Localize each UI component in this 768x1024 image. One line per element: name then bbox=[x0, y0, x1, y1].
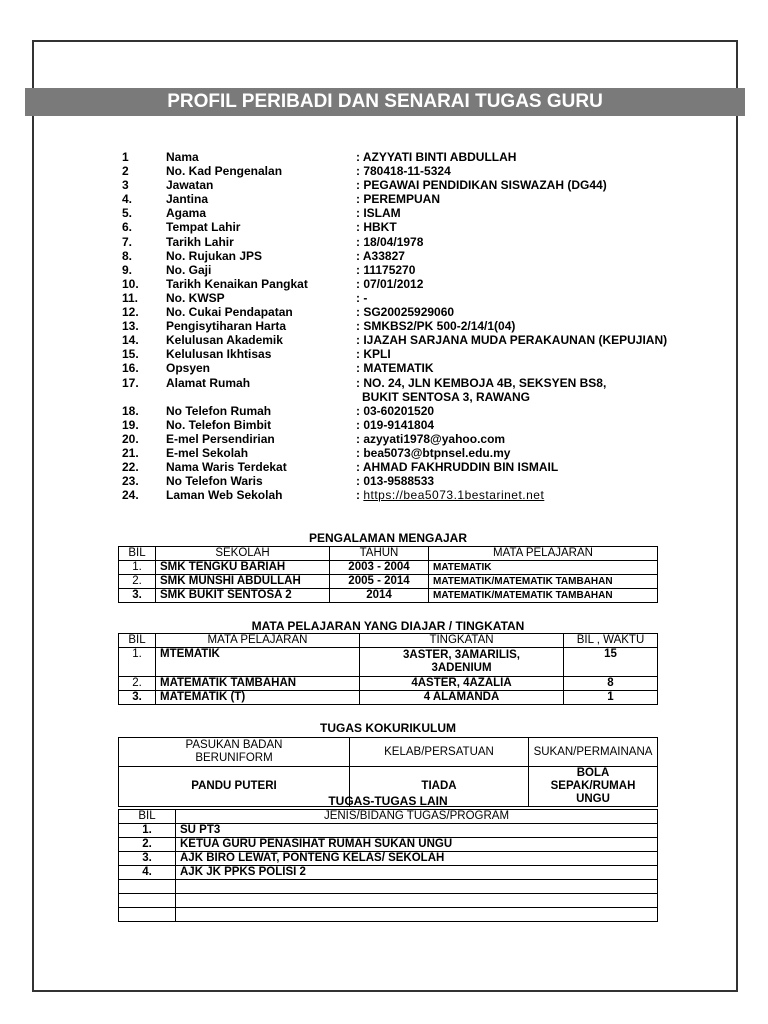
profile-row bbox=[122, 404, 682, 418]
profile-value: : bbox=[356, 488, 364, 503]
col-header: SEKOLAH bbox=[156, 547, 330, 561]
col-header: TAHUN bbox=[330, 547, 429, 561]
profile-number: 4. bbox=[122, 192, 133, 207]
cell: 4. bbox=[119, 866, 176, 880]
cell: 4 ALAMANDA bbox=[360, 691, 564, 705]
cell: 3. bbox=[119, 589, 156, 603]
profile-number: 22. bbox=[122, 460, 139, 475]
profile-value-wrap bbox=[356, 305, 682, 319]
profile-label: Tarikh Lahir bbox=[166, 234, 234, 249]
profile-value-line2: BUKIT SENTOSA 3, RAWANG bbox=[362, 389, 531, 404]
profile-row bbox=[122, 418, 682, 432]
profile-row bbox=[122, 446, 682, 460]
cell bbox=[176, 894, 658, 908]
cell: 4ASTER, 4AZALIA bbox=[360, 677, 564, 691]
profile-number: 5. bbox=[122, 206, 133, 221]
profile-label: Jantina bbox=[166, 192, 209, 207]
table-row bbox=[119, 691, 658, 705]
profile-number: 11. bbox=[122, 290, 139, 305]
profile-label: No. Telefon Bimbit bbox=[166, 417, 272, 432]
cell: SU PT3 bbox=[176, 824, 658, 838]
profile-value-wrap bbox=[356, 150, 682, 164]
cell: MATEMATIK bbox=[429, 561, 658, 575]
profile-label: Agama bbox=[166, 206, 207, 221]
profile-row bbox=[122, 488, 682, 502]
cell: 2003 - 2004 bbox=[330, 561, 429, 575]
profile-row bbox=[122, 178, 682, 192]
profile-value-wrap bbox=[356, 446, 682, 460]
profile-row bbox=[122, 305, 682, 319]
profile-value-wrap bbox=[356, 474, 682, 488]
profile-number: 19. bbox=[122, 417, 139, 432]
profile-value: : NO. 24, JLN KEMBOJA 4B, SEKSYEN BS8, bbox=[356, 375, 607, 390]
profile-value: : PEGAWAI PENDIDIKAN SISWAZAH (DG44) bbox=[356, 178, 607, 193]
table-row bbox=[119, 880, 658, 894]
profile-value-wrap bbox=[356, 192, 682, 206]
profile-value-wrap bbox=[356, 404, 682, 418]
other-duties-table bbox=[118, 809, 658, 922]
cell: MATEMATIK (T) bbox=[156, 691, 360, 705]
cell bbox=[119, 894, 176, 908]
profile-value-wrap bbox=[356, 235, 682, 249]
profile-value-wrap bbox=[356, 291, 682, 305]
cell: MATEMATIK TAMBAHAN bbox=[156, 677, 360, 691]
cell: MTEMATIK bbox=[156, 648, 360, 677]
col-header: BIL bbox=[119, 547, 156, 561]
col-header: SUKAN/PERMAINANA bbox=[529, 738, 658, 767]
table-row bbox=[119, 894, 658, 908]
other-duties-title: TUGAS-TUGAS LAIN bbox=[328, 794, 448, 808]
cell: AJK JK PPKS POLISI 2 bbox=[176, 866, 658, 880]
profile-value: : 11175270 bbox=[356, 262, 416, 277]
profile-number: 3 bbox=[122, 178, 129, 193]
cell: 1. bbox=[119, 561, 156, 575]
profile-row bbox=[122, 376, 682, 404]
profile-row bbox=[122, 432, 682, 446]
profile-row bbox=[122, 361, 682, 375]
profile-number: 9. bbox=[122, 262, 133, 277]
table-header-row bbox=[119, 738, 658, 767]
profile-value-wrap bbox=[356, 488, 682, 502]
table-row bbox=[119, 852, 658, 866]
profile-number: 23. bbox=[122, 474, 139, 489]
col-header: PASUKAN BADAN BERUNIFORM bbox=[119, 738, 350, 767]
subjects-table bbox=[118, 633, 658, 705]
profile-row bbox=[122, 206, 682, 220]
profile-label: Tempat Lahir bbox=[166, 220, 241, 235]
profile-row bbox=[122, 249, 682, 263]
cell: 8 bbox=[564, 677, 658, 691]
profile-list bbox=[122, 150, 682, 502]
profile-label: No. Cukai Pendapatan bbox=[166, 305, 293, 320]
profile-value: : AZYYATI BINTI ABDULLAH bbox=[356, 150, 517, 164]
table-header-row bbox=[119, 547, 658, 561]
cell: SMK BUKIT SENTOSA 2 bbox=[156, 589, 330, 603]
cell: BOLA SEPAK/RUMAH UNGU bbox=[529, 767, 658, 807]
cell: 1. bbox=[119, 824, 176, 838]
profile-value-wrap bbox=[356, 277, 682, 291]
profile-value: : SMKBS2/PK 500-2/14/1(04) bbox=[356, 319, 516, 334]
profile-row bbox=[122, 460, 682, 474]
cell: MATEMATIK/MATEMATIK TAMBAHAN bbox=[429, 589, 658, 603]
cell: TIADA bbox=[350, 767, 529, 807]
profile-number: 8. bbox=[122, 248, 133, 263]
cocurriculum-title: TUGAS KOKURIKULUM bbox=[320, 721, 456, 735]
school-website-link[interactable]: https://bea5073.1bestarinet.net bbox=[363, 488, 545, 503]
profile-label: Jawatan bbox=[166, 178, 214, 193]
profile-row bbox=[122, 277, 682, 291]
table-row bbox=[119, 677, 658, 691]
cell: 15 bbox=[564, 648, 658, 677]
cell: 3. bbox=[119, 691, 156, 705]
cell: 2. bbox=[119, 677, 156, 691]
profile-value-wrap bbox=[356, 460, 682, 474]
table-header-row bbox=[119, 810, 658, 824]
cell: 3. bbox=[119, 852, 176, 866]
table-row bbox=[119, 575, 658, 589]
profile-label: E-mel Persendirian bbox=[166, 431, 275, 446]
table-row bbox=[119, 866, 658, 880]
table-row bbox=[119, 838, 658, 852]
profile-value: : HBKT bbox=[356, 220, 397, 235]
profile-value: : 013-9588533 bbox=[356, 474, 435, 489]
profile-number: 17. bbox=[122, 375, 139, 390]
experience-table bbox=[118, 546, 658, 603]
profile-number: 2 bbox=[122, 164, 129, 179]
profile-value: : 18/04/1978 bbox=[356, 234, 424, 249]
cell: 2014 bbox=[330, 589, 429, 603]
profile-label: No. Kad Pengenalan bbox=[166, 164, 283, 179]
profile-number: 21. bbox=[122, 445, 139, 460]
profile-number: 20. bbox=[122, 431, 139, 446]
cell: SMK TENGKU BARIAH bbox=[156, 561, 330, 575]
cell: KETUA GURU PENASIHAT RUMAH SUKAN UNGU bbox=[176, 838, 658, 852]
col-header: KELAB/PERSATUAN bbox=[350, 738, 529, 767]
profile-number: 24. bbox=[122, 488, 139, 503]
profile-row bbox=[122, 474, 682, 488]
cell: 2. bbox=[119, 575, 156, 589]
col-header: BIL bbox=[119, 634, 156, 648]
profile-value: : 03-60201520 bbox=[356, 403, 435, 418]
profile-number: 16. bbox=[122, 361, 139, 376]
profile-value: : IJAZAH SARJANA MUDA PERAKAUNAN (KEPUJIAN) bbox=[356, 333, 668, 348]
profile-row bbox=[122, 150, 682, 164]
experience-title: PENGALAMAN MENGAJAR bbox=[308, 531, 467, 545]
profile-label: No. Gaji bbox=[166, 262, 212, 277]
profile-value: : SG20025929060 bbox=[356, 305, 455, 320]
profile-value-wrap bbox=[356, 206, 682, 220]
profile-value: : - bbox=[356, 290, 368, 305]
profile-row bbox=[122, 192, 682, 206]
cell bbox=[176, 908, 658, 922]
profile-label: Alamat Rumah bbox=[166, 375, 251, 390]
profile-value: : 019-9141804 bbox=[356, 417, 435, 432]
table-row bbox=[119, 561, 658, 575]
cell: SMK MUNSHI ABDULLAH bbox=[156, 575, 330, 589]
profile-label: No Telefon Rumah bbox=[166, 403, 272, 418]
col-header: TINGKATAN bbox=[360, 634, 564, 648]
profile-label: Nama bbox=[166, 150, 199, 164]
profile-row bbox=[122, 333, 682, 347]
profile-value-wrap bbox=[356, 178, 682, 192]
table-row bbox=[119, 908, 658, 922]
profile-number: 6. bbox=[122, 220, 133, 235]
profile-value-wrap bbox=[356, 418, 682, 432]
table-row bbox=[119, 648, 658, 677]
profile-value-wrap bbox=[356, 376, 682, 404]
table-row bbox=[119, 589, 658, 603]
page-title: PROFIL PERIBADI DAN SENARAI TUGAS GURU bbox=[25, 88, 745, 116]
profile-number: 18. bbox=[122, 403, 139, 418]
profile-row bbox=[122, 347, 682, 361]
profile-value-wrap bbox=[356, 263, 682, 277]
cell: PANDU PUTERI bbox=[119, 767, 350, 807]
col-header: BIL , WAKTU bbox=[564, 634, 658, 648]
profile-value: : azyyati1978@yahoo.com bbox=[356, 431, 506, 446]
profile-row bbox=[122, 220, 682, 234]
profile-value-wrap bbox=[356, 319, 682, 333]
profile-value: : ISLAM bbox=[356, 206, 401, 221]
profile-value-wrap bbox=[356, 333, 682, 347]
profile-number: 1 bbox=[122, 150, 129, 164]
profile-row bbox=[122, 235, 682, 249]
profile-number: 12. bbox=[122, 305, 139, 320]
profile-value-wrap bbox=[356, 432, 682, 446]
cell bbox=[176, 880, 658, 894]
col-header: MATA PELAJARAN bbox=[429, 547, 658, 561]
table-row bbox=[119, 824, 658, 838]
col-header: MATA PELAJARAN bbox=[156, 634, 360, 648]
profile-label: Nama Waris Terdekat bbox=[166, 460, 287, 475]
cell: 1 bbox=[564, 691, 658, 705]
profile-value: : KPLI bbox=[356, 347, 391, 362]
profile-value: : AHMAD FAKHRUDDIN BIN ISMAIL bbox=[356, 460, 559, 475]
profile-value: : A33827 bbox=[356, 248, 405, 263]
profile-label: No. Rujukan JPS bbox=[166, 248, 263, 263]
profile-label: Laman Web Sekolah bbox=[166, 488, 283, 503]
profile-value-wrap bbox=[356, 164, 682, 178]
profile-value: : bea5073@btpnsel.edu.my bbox=[356, 445, 511, 460]
profile-label: No Telefon Waris bbox=[166, 474, 263, 489]
profile-label: No. KWSP bbox=[166, 290, 225, 305]
profile-number: 15. bbox=[122, 347, 139, 362]
profile-label: Opsyen bbox=[166, 361, 211, 376]
profile-value: : 780418-11-5324 bbox=[356, 164, 451, 179]
profile-label: Tarikh Kenaikan Pangkat bbox=[166, 276, 308, 291]
cell: 2. bbox=[119, 838, 176, 852]
cell: 3ASTER, 3AMARILIS, 3ADENIUM bbox=[360, 648, 564, 677]
cell: MATEMATIK/MATEMATIK TAMBAHAN bbox=[429, 575, 658, 589]
profile-row bbox=[122, 319, 682, 333]
profile-row bbox=[122, 291, 682, 305]
col-header: JENIS/BIDANG TUGAS/PROGRAM bbox=[176, 810, 658, 824]
profile-row bbox=[122, 164, 682, 178]
profile-value: : 07/01/2012 bbox=[356, 276, 424, 291]
cell: 2005 - 2014 bbox=[330, 575, 429, 589]
profile-value-wrap bbox=[356, 361, 682, 375]
profile-value: : PEREMPUAN bbox=[356, 192, 441, 207]
cell bbox=[119, 880, 176, 894]
profile-label: E-mel Sekolah bbox=[166, 445, 249, 460]
profile-number: 13. bbox=[122, 319, 139, 334]
col-header: BIL bbox=[119, 810, 176, 824]
profile-value: : MATEMATIK bbox=[356, 361, 434, 376]
profile-number: 14. bbox=[122, 333, 139, 348]
profile-value-wrap bbox=[356, 347, 682, 361]
profile-label: Kelulusan Akademik bbox=[166, 333, 283, 348]
profile-row bbox=[122, 263, 682, 277]
profile-value-wrap bbox=[356, 220, 682, 234]
cell bbox=[119, 908, 176, 922]
profile-value-wrap bbox=[356, 249, 682, 263]
profile-label: Kelulusan Ikhtisas bbox=[166, 347, 272, 362]
cell: AJK BIRO LEWAT, PONTENG KELAS/ SEKOLAH bbox=[176, 852, 658, 866]
profile-label: Pengisytiharan Harta bbox=[166, 319, 287, 334]
profile-number: 10. bbox=[122, 276, 139, 291]
profile-number: 7. bbox=[122, 234, 133, 249]
table-header-row bbox=[119, 634, 658, 648]
cell: 1. bbox=[119, 648, 156, 677]
subjects-title: MATA PELAJARAN YANG DIAJAR / TINGKATAN bbox=[251, 619, 525, 633]
